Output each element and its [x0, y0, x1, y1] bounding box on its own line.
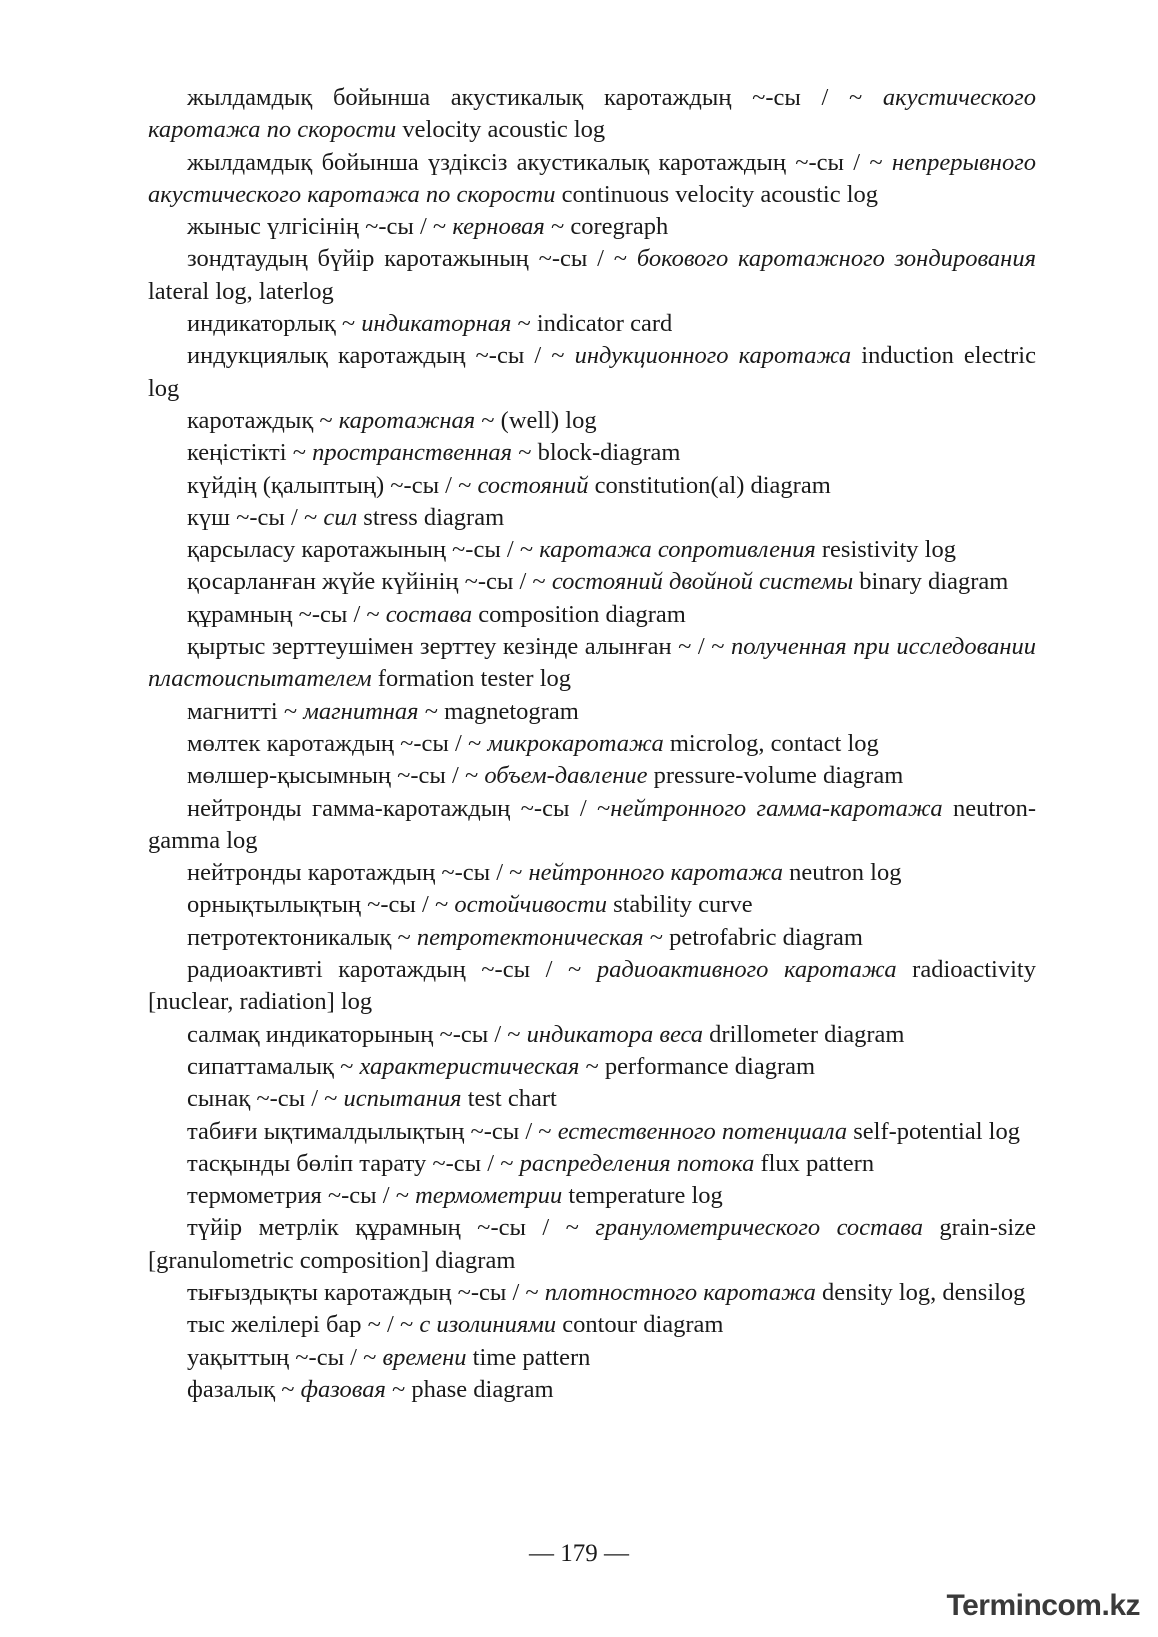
- entry-russian: остойчивости: [454, 891, 607, 919]
- entry-english: composition diagram: [472, 600, 686, 628]
- dictionary-entry: [148, 82, 1036, 147]
- entry-english: velocity acoustic log: [396, 116, 606, 144]
- entry-kazakh: жылдамдық бойынша акустикалық каротаждың ~-сы / ~: [187, 84, 883, 111]
- entry-kazakh: нейтронды гамма-каротаждың ~-сы / ~: [187, 794, 611, 822]
- dictionary-entry: [148, 147, 1036, 212]
- entry-english: neutron-gamma log: [148, 794, 1036, 854]
- dictionary-entry: [148, 308, 1036, 340]
- entry-english: self-potential log: [847, 1117, 1020, 1145]
- entry-russian: пространственная: [312, 439, 513, 467]
- dictionary-entry: [148, 243, 1036, 308]
- entry-russian: нейтронного каротажа: [528, 859, 784, 887]
- entry-english: density log, densilog: [815, 1278, 1026, 1306]
- entry-russian: гранулометрического состава: [595, 1214, 923, 1242]
- entry-english: microlog, contact log: [663, 729, 879, 757]
- entry-russian: полученная при исследовании пластоиспытателем: [148, 633, 1036, 693]
- entry-english: ~ indicator card: [511, 310, 673, 338]
- dictionary-entry: [148, 1374, 1036, 1406]
- dictionary-entry: [148, 211, 1036, 243]
- entry-kazakh: магнитті ~: [187, 697, 304, 725]
- entry-english: drillometer diagram: [703, 1020, 905, 1048]
- dictionary-entry: [148, 889, 1036, 921]
- entry-kazakh: күйдің (қалыптың) ~-сы / ~: [187, 471, 478, 499]
- entry-russian: магнитная: [303, 697, 419, 725]
- dictionary-page: [148, 82, 1036, 1406]
- dictionary-entry: [148, 631, 1036, 696]
- dictionary-entry: [148, 1083, 1036, 1115]
- entry-english: lateral log, laterlog: [148, 277, 334, 305]
- entry-kazakh: сынақ ~-сы / ~: [187, 1085, 344, 1113]
- dictionary-entry: [148, 1277, 1036, 1309]
- dictionary-entry: [148, 437, 1036, 469]
- entry-russian: распределения потока: [519, 1149, 755, 1177]
- dictionary-entry: [148, 1019, 1036, 1051]
- entry-russian: состояний двойной системы: [551, 568, 854, 596]
- entry-kazakh: зондтаудың бүйір каротажының ~-сы / ~: [187, 245, 637, 273]
- dictionary-entry: [148, 599, 1036, 631]
- dictionary-entry: [148, 954, 1036, 1019]
- entry-kazakh: тығыздықты каротаждың ~-сы / ~: [187, 1278, 545, 1306]
- entry-kazakh: қыртыс зерттеушімен зерттеу кезінде алынған ~ / ~: [187, 633, 732, 661]
- entry-list: [148, 82, 1036, 1406]
- entry-english: contour diagram: [556, 1311, 724, 1339]
- entry-russian: индукционного каротажа: [574, 342, 852, 370]
- entry-russian: бокового каротажного зондирования: [636, 245, 1036, 273]
- entry-russian: керновая: [452, 213, 545, 241]
- entry-kazakh: қарсыласу каротажының ~-сы / ~: [187, 536, 540, 564]
- entry-english: stress diagram: [357, 503, 505, 531]
- entry-kazakh: кеңістікті ~: [187, 439, 313, 467]
- entry-russian: характеристическая: [359, 1052, 580, 1080]
- entry-russian: индикаторная: [361, 310, 512, 338]
- entry-kazakh: радиоактивті каротаждың ~-сы / ~: [187, 956, 597, 984]
- entry-kazakh: қосарланған жүйе күйінің ~-сы / ~: [187, 568, 552, 596]
- entry-kazakh: уақыттың ~-сы / ~: [187, 1343, 383, 1371]
- entry-english: binary diagram: [853, 568, 1009, 596]
- entry-english: time pattern: [466, 1343, 591, 1371]
- entry-russian: объем-давление: [484, 762, 648, 790]
- entry-english: pressure-volume diagram: [647, 762, 904, 790]
- entry-english: temperature log: [562, 1182, 723, 1210]
- entry-english: ~ performance diagram: [579, 1052, 816, 1080]
- entry-english: neutron log: [783, 859, 902, 887]
- entry-russian: каротажная: [338, 406, 476, 434]
- entry-english: stability curve: [606, 891, 753, 919]
- entry-russian: фазовая: [300, 1375, 386, 1403]
- dictionary-entry: [148, 1148, 1036, 1180]
- entry-english: continuous velocity acoustic log: [555, 180, 879, 208]
- entry-kazakh: петротектоникалық ~: [187, 923, 417, 951]
- entry-kazakh: түйір метрлік құрамның ~-сы / ~: [187, 1214, 596, 1242]
- entry-english: formation tester log: [371, 665, 572, 693]
- entry-english: ~ petrofabric diagram: [643, 923, 863, 951]
- entry-russian: нейтронного гамма-каротажа: [610, 794, 943, 822]
- dictionary-entry: [148, 1180, 1036, 1212]
- dictionary-entry: [148, 696, 1036, 728]
- entry-russian: термометрии: [415, 1182, 563, 1210]
- entry-russian: состояний: [477, 471, 589, 499]
- entry-english: induction electric log: [148, 342, 1036, 402]
- dictionary-entry: [148, 340, 1036, 405]
- entry-russian: микрокаротажа: [487, 729, 664, 757]
- entry-russian: с изолиниями: [419, 1311, 557, 1339]
- dictionary-entry: [148, 470, 1036, 502]
- dictionary-entry: [148, 922, 1036, 954]
- entry-english: ~ block-diagram: [512, 439, 681, 467]
- watermark-logo: Termincom.kz: [946, 1589, 1140, 1622]
- entry-russian: радиоактивного каротажа: [596, 956, 897, 984]
- entry-kazakh: сипаттамалық ~: [187, 1052, 360, 1080]
- entry-kazakh: термометрия ~-сы / ~: [187, 1182, 416, 1210]
- entry-russian: времени: [382, 1343, 467, 1371]
- dictionary-entry: [148, 405, 1036, 437]
- entry-russian: акустического каротажа по скорости: [148, 84, 1036, 144]
- dictionary-entry: [148, 728, 1036, 760]
- entry-kazakh: жыныс үлгісінің ~-сы / ~: [187, 213, 453, 241]
- entry-russian: плотностного каротажа: [544, 1278, 816, 1306]
- entry-kazakh: орнықтылықтың ~-сы / ~: [187, 891, 455, 919]
- entry-kazakh: фазалық ~: [187, 1375, 301, 1403]
- dictionary-entry: [148, 502, 1036, 534]
- dictionary-entry: [148, 1342, 1036, 1374]
- entry-russian: сил: [323, 503, 358, 531]
- entry-kazakh: индукциялық каротаждың ~-сы / ~: [187, 342, 575, 370]
- entry-kazakh: каротаждық ~: [187, 406, 339, 434]
- entry-russian: испытания: [343, 1085, 462, 1113]
- entry-kazakh: салмақ индикаторының ~-сы / ~: [187, 1020, 527, 1048]
- dictionary-entry: [148, 857, 1036, 889]
- dictionary-entry: [148, 1051, 1036, 1083]
- dictionary-entry: [148, 1309, 1036, 1341]
- entry-kazakh: тасқынды бөліп тарату ~-сы / ~: [187, 1149, 520, 1177]
- entry-english: ~ (well) log: [475, 406, 597, 434]
- dictionary-entry: [148, 566, 1036, 598]
- entry-english: resistivity log: [815, 536, 956, 564]
- dictionary-entry: [148, 760, 1036, 792]
- dictionary-entry: [148, 534, 1036, 566]
- entry-russian: индикатора веса: [526, 1020, 704, 1048]
- entry-english: flux pattern: [754, 1149, 875, 1177]
- entry-english: radioactivity [nuclear, radiation] log: [148, 956, 1036, 1016]
- entry-kazakh: құрамның ~-сы / ~: [187, 600, 386, 628]
- entry-kazakh: күш ~-сы / ~: [187, 503, 324, 531]
- entry-kazakh: нейтронды каротаждың ~-сы / ~: [187, 859, 529, 887]
- entry-kazakh: табиғи ықтималдылықтың ~-сы / ~: [187, 1117, 558, 1145]
- entry-russian: естественного потенциала: [557, 1117, 848, 1145]
- entry-russian: состава: [385, 600, 473, 628]
- page-number: — 179 —: [529, 1540, 629, 1567]
- dictionary-entry: [148, 793, 1036, 858]
- entry-english: ~ magnetogram: [418, 697, 579, 725]
- entry-russian: каротажа сопротивления: [539, 536, 816, 564]
- entry-russian: петротектоническая: [416, 923, 644, 951]
- entry-english: test chart: [461, 1085, 557, 1113]
- entry-english: ~ coregraph: [544, 213, 669, 241]
- entry-english: ~ phase diagram: [385, 1375, 554, 1403]
- dictionary-entry: [148, 1116, 1036, 1148]
- entry-kazakh: мөлшер-қысымның ~-сы / ~: [187, 762, 485, 790]
- entry-english: grain-size [granulometric composition] diagram: [148, 1214, 1036, 1274]
- entry-english: constitution(al) diagram: [588, 471, 831, 499]
- dictionary-entry: [148, 1212, 1036, 1277]
- entry-kazakh: тыс желілері бар ~ / ~: [187, 1311, 420, 1339]
- entry-kazakh: индикаторлық ~: [187, 310, 362, 338]
- entry-russian: непрерывного акустического каротажа по скорости: [148, 148, 1036, 208]
- entry-kazakh: жылдамдық бойынша үздіксіз акустикалық каротаждың ~-сы / ~: [187, 148, 892, 176]
- entry-kazakh: мөлтек каротаждың ~-сы / ~: [187, 729, 488, 757]
